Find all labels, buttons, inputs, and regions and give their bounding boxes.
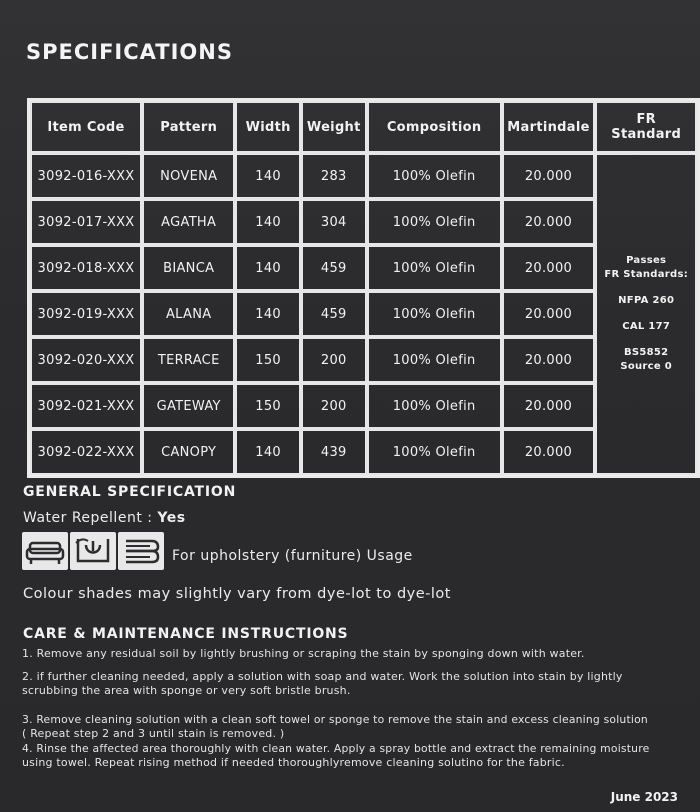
- cell-item-code: 3092-020-XXX: [30, 337, 142, 383]
- cell-martindale: 20.000: [502, 199, 596, 245]
- general-specification-heading: GENERAL SPECIFICATION: [23, 484, 237, 500]
- fr-standard-cell: [595, 153, 697, 475]
- cell-item-code: 3092-018-XXX: [30, 245, 142, 291]
- header-width: Width: [235, 101, 301, 153]
- cell-width: 140: [235, 429, 301, 475]
- cell-weight: 439: [301, 429, 367, 475]
- care-icons-row: [22, 532, 164, 570]
- cell-composition: 100% Olefin: [367, 199, 502, 245]
- cell-weight: 200: [301, 383, 367, 429]
- cell-width: 140: [235, 199, 301, 245]
- cell-weight: 459: [301, 291, 367, 337]
- cell-martindale: 20.000: [502, 291, 596, 337]
- header-composition: Composition: [367, 101, 502, 153]
- colour-note: Colour shades may slightly vary from dye-lot to dye-lot: [23, 586, 451, 602]
- cell-composition: 100% Olefin: [367, 337, 502, 383]
- fr-standard-cal: CAL 177: [622, 321, 671, 332]
- cell-composition: 100% Olefin: [367, 245, 502, 291]
- fr-standard-nfpa: NFPA 260: [618, 295, 675, 306]
- cell-item-code: 3092-021-XXX: [30, 383, 142, 429]
- care-step-4b: using towel. Repeat rising method if needed thoroughlyremove cleaning solutino for the fabric.: [22, 756, 565, 769]
- cell-weight: 283: [301, 153, 367, 199]
- cell-pattern: NOVENA: [142, 153, 235, 199]
- fr-standard-bs: BS5852: [623, 347, 669, 358]
- header-weight: Weight: [301, 101, 367, 153]
- care-step-2a: 2. if further cleaning needed, apply a solution with soap and water. Work the solution into stain by lightly: [22, 670, 623, 683]
- water-repellent-label: Water Repellent :: [23, 510, 153, 526]
- cell-martindale: 20.000: [502, 337, 596, 383]
- care-step-3a: 3. Remove cleaning solution with a clean soft towel or sponge to remove the stain and excess cleaning solution: [22, 713, 648, 726]
- cell-pattern: TERRACE: [142, 337, 235, 383]
- cell-item-code: 3092-019-XXX: [30, 291, 142, 337]
- cell-width: 150: [235, 383, 301, 429]
- cell-composition: 100% Olefin: [367, 383, 502, 429]
- hand-cleaning-icon: [70, 532, 116, 570]
- cell-martindale: 20.000: [502, 153, 596, 199]
- cell-item-code: 3092-022-XXX: [30, 429, 142, 475]
- cell-martindale: 20.000: [502, 429, 596, 475]
- header-pattern: Pattern: [142, 101, 235, 153]
- cell-item-code: 3092-016-XXX: [30, 153, 142, 199]
- header-item-code: Item Code: [30, 101, 142, 153]
- fabric-layers-icon: [118, 532, 164, 570]
- date-label: June 2023: [610, 790, 678, 804]
- fr-heading-standards: FR Standards:: [604, 269, 689, 280]
- table-row: [30, 153, 697, 199]
- header-fr-standard-label: FR Standard: [611, 112, 682, 142]
- cell-pattern: AGATHA: [142, 199, 235, 245]
- table-header-row: [30, 101, 697, 153]
- header-martindale: Martindale: [502, 101, 596, 153]
- care-step-3b: ( Repeat step 2 and 3 until stain is removed. ): [22, 727, 285, 740]
- care-step-4a: 4. Rinse the affected area thoroughly with clean water. Apply a spray bottle and extract the remaining moisture: [22, 742, 650, 755]
- cell-composition: 100% Olefin: [367, 429, 502, 475]
- cell-pattern: GATEWAY: [142, 383, 235, 429]
- cell-width: 140: [235, 245, 301, 291]
- usage-text: For upholstery (furniture) Usage: [172, 548, 413, 564]
- fr-heading-passes: Passes: [626, 255, 667, 266]
- cell-composition: 100% Olefin: [367, 153, 502, 199]
- page-title: SPECIFICATIONS: [26, 40, 233, 64]
- water-repellent-line: [23, 510, 186, 526]
- cell-weight: 200: [301, 337, 367, 383]
- care-step-1: 1. Remove any residual soil by lightly brushing or scraping the stain by sponging down with water.: [22, 647, 585, 660]
- cell-weight: 459: [301, 245, 367, 291]
- care-heading: CARE & MAINTENANCE INSTRUCTIONS: [23, 626, 349, 642]
- cell-pattern: ALANA: [142, 291, 235, 337]
- cell-martindale: 20.000: [502, 383, 596, 429]
- care-step-2b: scrubbing the area with sponge or very soft bristle brush.: [22, 684, 351, 697]
- water-repellent-value: Yes: [157, 510, 186, 526]
- cell-composition: 100% Olefin: [367, 291, 502, 337]
- cell-pattern: BIANCA: [142, 245, 235, 291]
- cell-item-code: 3092-017-XXX: [30, 199, 142, 245]
- cell-pattern: CANOPY: [142, 429, 235, 475]
- header-fr-standard: [595, 101, 697, 153]
- cell-width: 150: [235, 337, 301, 383]
- cell-martindale: 20.000: [502, 245, 596, 291]
- cell-weight: 304: [301, 199, 367, 245]
- cell-width: 140: [235, 153, 301, 199]
- specification-table: [27, 98, 700, 478]
- fr-standard-source: Source 0: [620, 361, 673, 372]
- cell-width: 140: [235, 291, 301, 337]
- sofa-icon: [22, 532, 68, 570]
